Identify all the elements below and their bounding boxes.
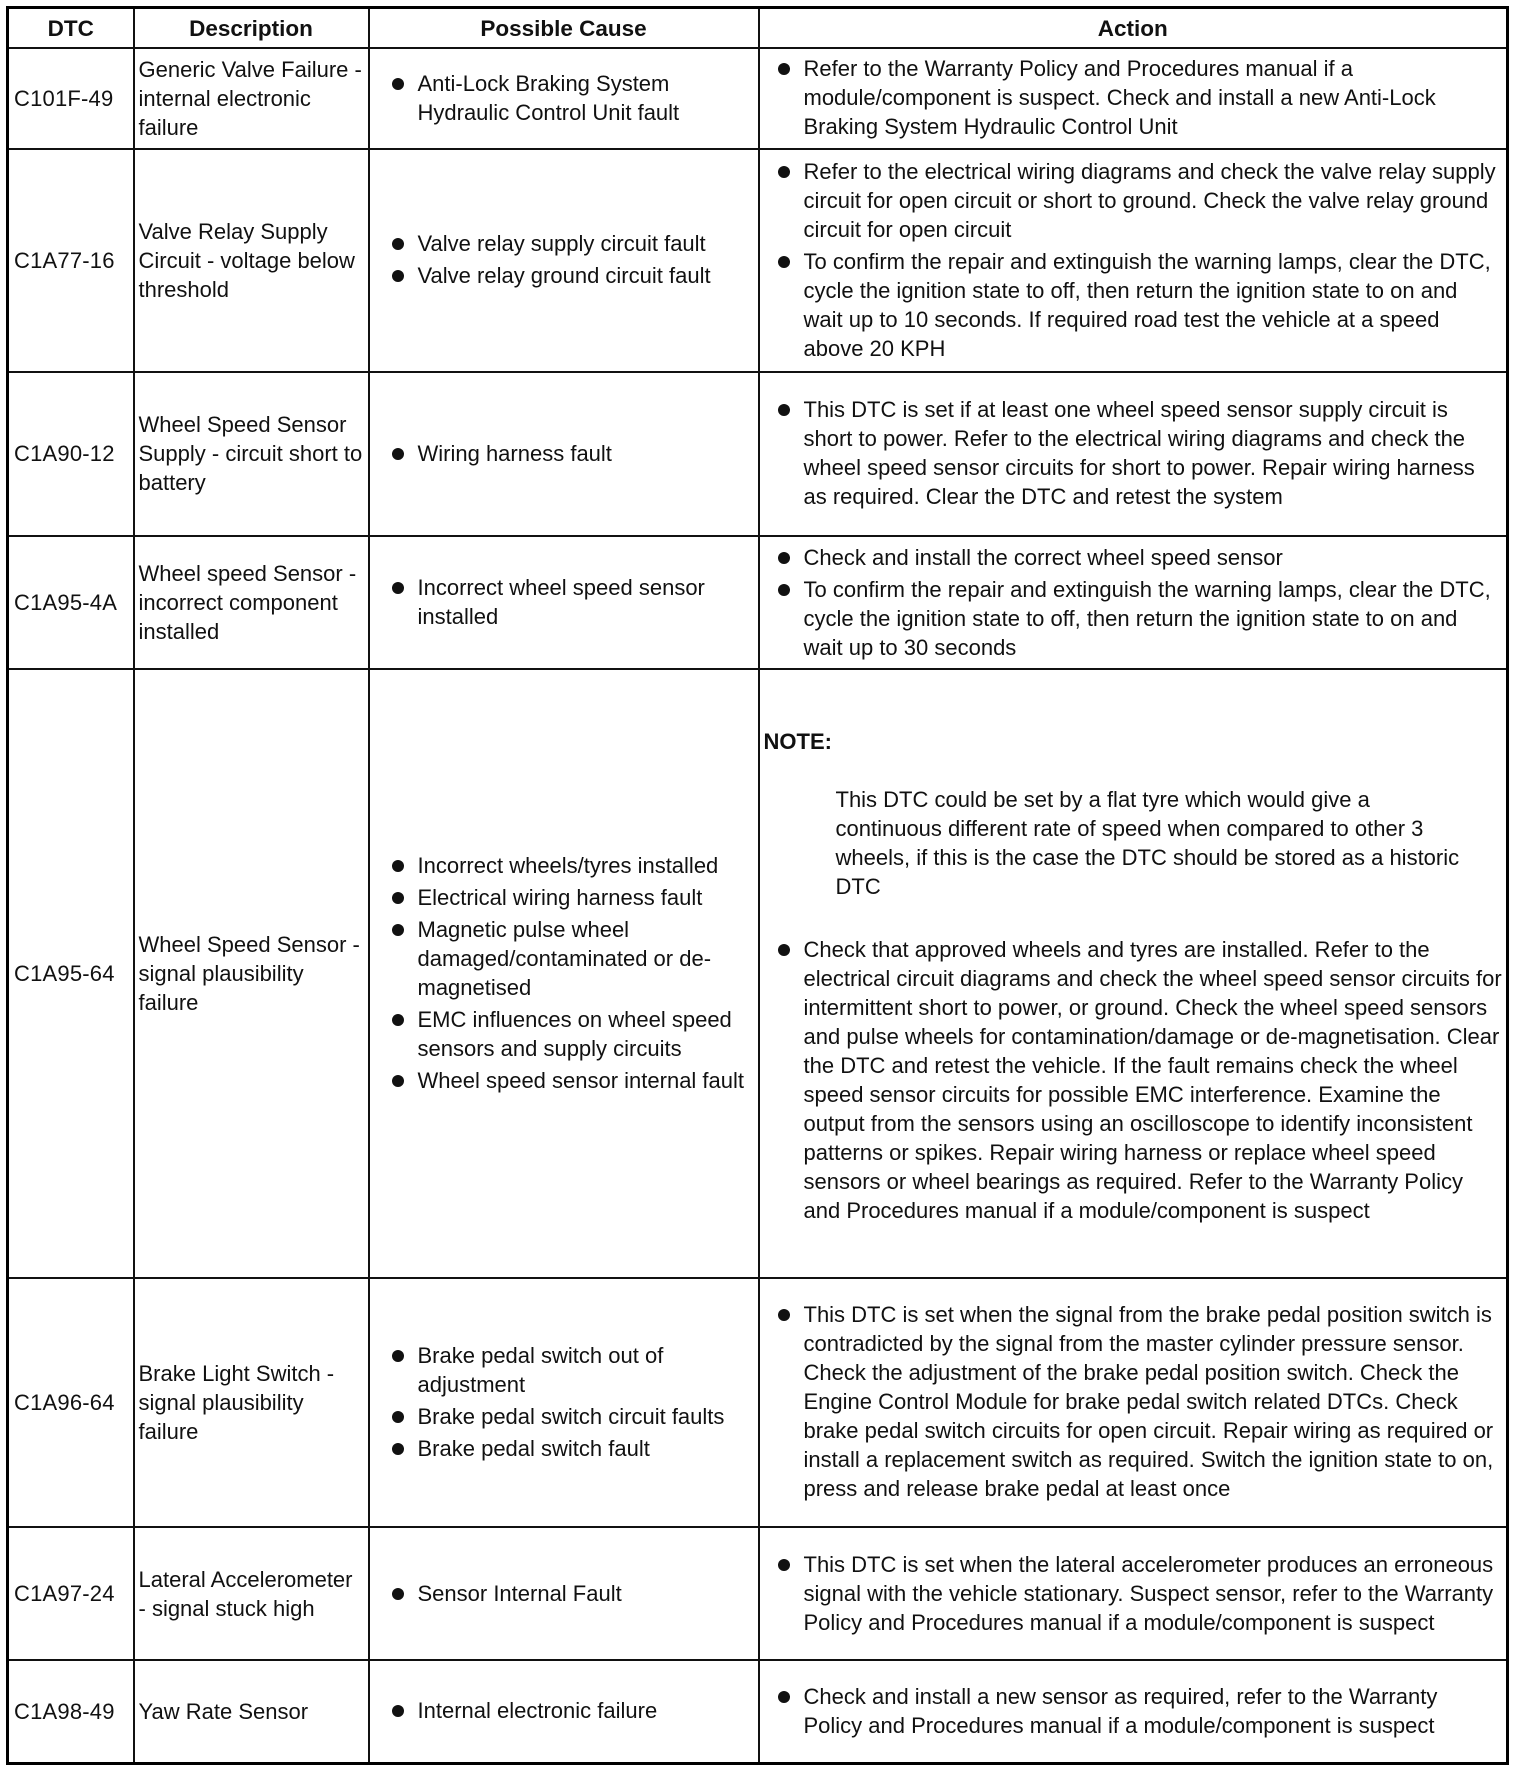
cause-list: [378, 573, 754, 631]
header-row: [8, 8, 1508, 49]
header-dtc: DTC: [8, 8, 134, 49]
cause-item: Internal electronic failure: [378, 1696, 754, 1725]
dtc-description: Generic Valve Failure - internal electronic failure: [134, 48, 369, 149]
table-row: [8, 536, 1508, 670]
cause-item: Valve relay supply circuit fault: [378, 229, 754, 258]
action-cell: [759, 149, 1508, 372]
header-possible-cause: Possible Cause: [369, 8, 759, 49]
dtc-description: Wheel speed Sensor - incorrect component installed: [134, 536, 369, 670]
cause-list: [378, 1696, 754, 1725]
cause-list: [378, 69, 754, 127]
cause-item: Valve relay ground circuit fault: [378, 261, 754, 290]
cause-list: [378, 229, 754, 290]
dtc-code: C101F-49: [8, 48, 134, 149]
cause-list: [378, 439, 754, 468]
action-list: [764, 1300, 1503, 1503]
action-list: [764, 157, 1503, 363]
header-action: Action: [759, 8, 1508, 49]
cause-item: Brake pedal switch fault: [378, 1434, 754, 1463]
cause-item: Wheel speed sensor internal fault: [378, 1066, 754, 1095]
cause-list: [378, 1579, 754, 1608]
possible-cause-cell: [369, 1527, 759, 1660]
action-list: [764, 1550, 1503, 1637]
header-description: Description: [134, 8, 369, 49]
cause-item: Electrical wiring harness fault: [378, 883, 754, 912]
dtc-description: Wheel Speed Sensor - signal plausibility failure: [134, 669, 369, 1277]
cause-item: Incorrect wheels/tyres installed: [378, 851, 754, 880]
cause-item: Wiring harness fault: [378, 439, 754, 468]
cause-item: Magnetic pulse wheel damaged/contaminated or de-magnetised: [378, 915, 754, 1002]
action-item: This DTC is set if at least one wheel speed sensor supply circuit is short to power. Refer to the electrical wiring diagrams and check the wheel speed sensor circuits for short to power. Repair wiring harness as required. Clear the DTC and retest the system: [764, 395, 1503, 511]
possible-cause-cell: [369, 669, 759, 1277]
table-row: [8, 149, 1508, 372]
action-cell: [759, 1660, 1508, 1764]
dtc-table: [6, 6, 1509, 1765]
dtc-description: Lateral Accelerometer - signal stuck high: [134, 1527, 369, 1660]
note-label: NOTE:: [763, 729, 832, 755]
action-cell: [759, 372, 1508, 536]
action-item: This DTC is set when the lateral accelerometer produces an erroneous signal with the vehicle stationary. Suspect sensor, refer to the Warranty Policy and Procedures manual if a module/component is suspect: [764, 1550, 1503, 1637]
cause-item: Brake pedal switch out of adjustment: [378, 1341, 754, 1399]
dtc-description: Brake Light Switch - signal plausibility failure: [134, 1278, 369, 1527]
dtc-description: Yaw Rate Sensor: [134, 1660, 369, 1764]
dtc-code: C1A97-24: [8, 1527, 134, 1660]
cause-item: Brake pedal switch circuit faults: [378, 1402, 754, 1431]
cause-item: Anti-Lock Braking System Hydraulic Control Unit fault: [378, 69, 754, 127]
action-item: Refer to the Warranty Policy and Procedures manual if a module/component is suspect. Check and install a new Anti-Lock Braking System Hydraulic Control Unit: [764, 54, 1503, 141]
action-list: [764, 54, 1503, 141]
table-row: [8, 1660, 1508, 1764]
dtc-code: C1A98-49: [8, 1660, 134, 1764]
cause-item: Sensor Internal Fault: [378, 1579, 754, 1608]
possible-cause-cell: [369, 149, 759, 372]
action-item: To confirm the repair and extinguish the warning lamps, clear the DTC, cycle the ignition state to off, then return the ignition state to on and wait up to 10 seconds. If required road test the vehicle at a speed above 20 KPH: [764, 247, 1503, 363]
action-list: [764, 395, 1503, 511]
possible-cause-cell: [369, 536, 759, 670]
possible-cause-cell: [369, 372, 759, 536]
action-list: [764, 543, 1503, 662]
dtc-code: C1A77-16: [8, 149, 134, 372]
table-row: [8, 48, 1508, 149]
note-text: This DTC could be set by a flat tyre which would give a continuous different rate of speed when compared to other 3 wheels, if this is the case the DTC should be stored as a historic DTC: [835, 787, 1460, 900]
cause-list: [378, 851, 754, 1095]
dtc-code: C1A95-4A: [8, 536, 134, 670]
action-cell: [759, 48, 1508, 149]
action-item: Check and install the correct wheel speed sensor: [764, 543, 1503, 572]
action-item: Check and install a new sensor as required, refer to the Warranty Policy and Procedures manual if a module/component is suspect: [764, 1682, 1503, 1740]
cause-item: EMC influences on wheel speed sensors and supply circuits: [378, 1005, 754, 1063]
dtc-code: C1A95-64: [8, 669, 134, 1277]
cause-item: Incorrect wheel speed sensor installed: [378, 573, 754, 631]
action-list: [764, 1682, 1503, 1740]
table-row: [8, 1278, 1508, 1527]
dtc-code: C1A90-12: [8, 372, 134, 536]
action-list: [764, 935, 1503, 1225]
action-cell: [759, 536, 1508, 670]
table-row: [8, 669, 1508, 1277]
action-cell: [759, 1527, 1508, 1660]
table-row: [8, 372, 1508, 536]
dtc-description: Wheel Speed Sensor Supply - circuit short to battery: [134, 372, 369, 536]
action-cell: [759, 669, 1508, 1277]
action-cell: [759, 1278, 1508, 1527]
action-item: Check that approved wheels and tyres are installed. Refer to the electrical circuit diagrams and check the wheel speed sensor circuits for intermittent short to power, or ground. Check the wheel speed sensors and pulse wheels for contamination/damage or de-magnetisation. Clear the DTC and retest the vehicle. If the fault remains check the wheel speed sensor circuits for possible EMC interference. Examine the output from the sensors using an oscilloscope to identify inconsistent patterns or spikes. Repair wiring harness or replace wheel speed sensors or wheel bearings as required. Refer to the Warranty Policy and Procedures manual if a module/component is suspect: [764, 935, 1503, 1225]
cause-list: [378, 1341, 754, 1463]
action-item: To confirm the repair and extinguish the warning lamps, clear the DTC, cycle the ignition state to off, then return the ignition state to on and wait up to 30 seconds: [764, 575, 1503, 662]
possible-cause-cell: [369, 1278, 759, 1527]
possible-cause-cell: [369, 1660, 759, 1764]
dtc-description: Valve Relay Supply Circuit - voltage below threshold: [134, 149, 369, 372]
dtc-code: C1A96-64: [8, 1278, 134, 1527]
action-item: This DTC is set when the signal from the brake pedal position switch is contradicted by the signal from the master cylinder pressure sensor. Check the adjustment of the brake pedal position switch. Check the Engine Control Module for brake pedal switch related DTCs. Check brake pedal switch circuits for open circuit. Repair wiring as required or install a replacement switch as required. Switch the ignition state to on, press and release brake pedal at least once: [764, 1300, 1503, 1503]
table-row: [8, 1527, 1508, 1660]
possible-cause-cell: [369, 48, 759, 149]
action-item: Refer to the electrical wiring diagrams and check the valve relay supply circuit for open circuit or short to ground. Check the valve relay ground circuit for open circuit: [764, 157, 1503, 244]
